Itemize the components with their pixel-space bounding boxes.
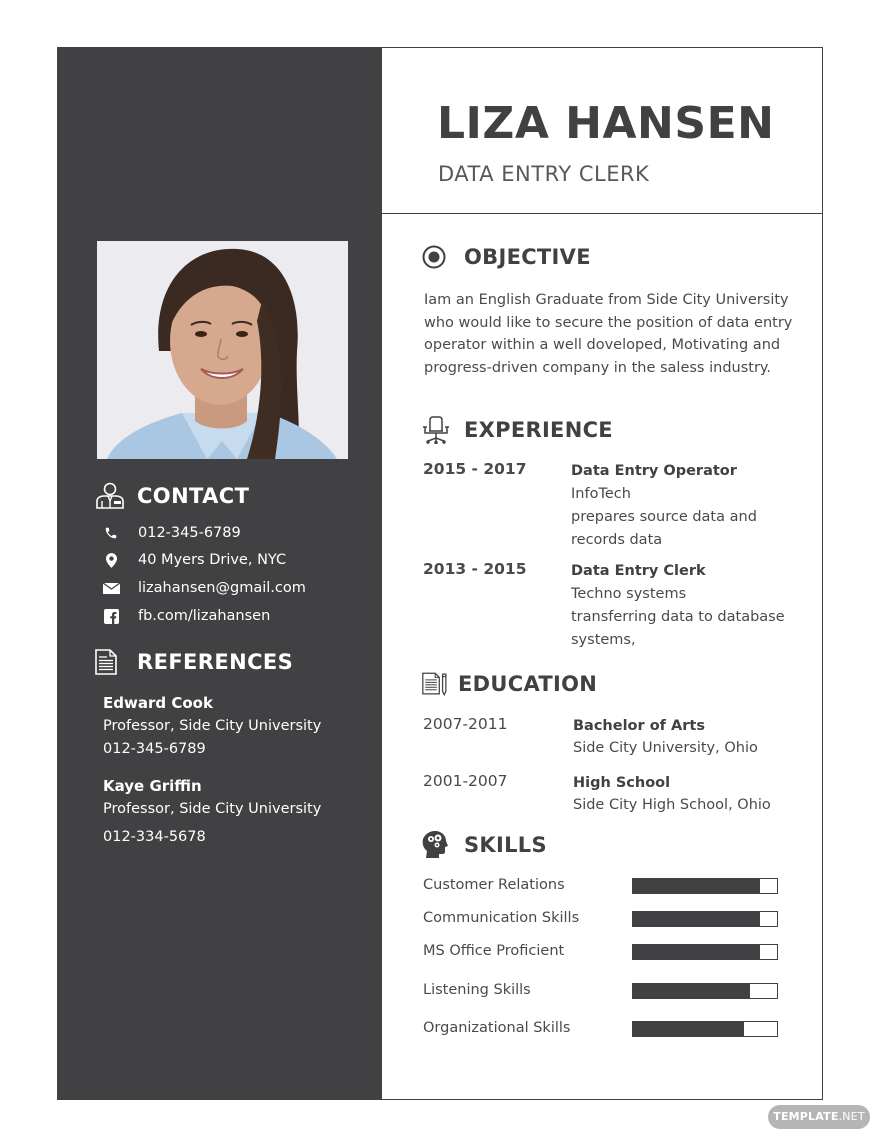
skill-name: Organizational Skills	[423, 1020, 571, 1036]
education-degree: High School	[573, 775, 671, 791]
skill-bar	[632, 944, 778, 960]
skill-row	[423, 980, 781, 1000]
education-heading-label: EDUCATION	[458, 672, 598, 696]
phone-icon	[101, 524, 121, 542]
experience-company: InfoTech	[571, 486, 631, 502]
skill-name: Communication Skills	[423, 910, 580, 926]
experience-role: Data Entry Operator	[571, 463, 737, 479]
objective-text: Iam an English Graduate from Side City University who would like to secure the position of data entry operator within a well doveloped, Motivating and progress-driven company in the saless industry.	[424, 292, 793, 377]
reference-phone: 012-345-6789	[103, 741, 206, 757]
office-chair-icon	[422, 415, 450, 445]
skill-fill	[633, 879, 760, 893]
experience-role: Data Entry Clerk	[571, 563, 706, 579]
education-school: Side City University, Ohio	[573, 740, 758, 756]
education-school: Side City High School, Ohio	[573, 797, 771, 813]
education-years: 2007-2011	[423, 715, 508, 733]
contact-facebook	[101, 607, 270, 625]
experience-description: prepares source data and	[571, 509, 757, 525]
objective-heading	[422, 242, 591, 272]
skills-heading-label: SKILLS	[464, 833, 547, 857]
document-icon	[95, 647, 129, 677]
document-pencil-icon	[422, 669, 450, 699]
portrait-image	[97, 241, 348, 459]
contact-phone-value: 012-345-6789	[138, 525, 241, 541]
objective-heading-label: OBJECTIVE	[464, 245, 591, 269]
skill-fill	[633, 945, 760, 959]
reference-title: Professor, Side City University	[103, 801, 322, 817]
skill-bar	[632, 911, 778, 927]
references-heading	[95, 647, 293, 677]
skill-row	[423, 908, 781, 928]
experience-description: systems,	[571, 632, 636, 648]
skill-bar	[632, 983, 778, 999]
education-details	[573, 715, 803, 759]
watermark-suffix: .NET	[838, 1110, 865, 1123]
contact-address-value: 40 Myers Drive, NYC	[138, 552, 287, 568]
skill-fill	[633, 912, 760, 926]
envelope-icon	[101, 579, 121, 597]
experience-details	[571, 460, 801, 552]
experience-heading	[422, 415, 613, 445]
education-degree: Bachelor of Arts	[573, 718, 705, 734]
location-pin-icon	[101, 551, 121, 569]
experience-details	[571, 560, 801, 652]
skill-bar	[632, 878, 778, 894]
reference-entry	[103, 692, 321, 761]
main-content	[382, 47, 823, 1100]
experience-years: 2013 - 2015	[423, 560, 527, 578]
head-gears-icon	[422, 830, 450, 860]
experience-description: transferring data to database	[571, 609, 785, 625]
experience-company: Techno systems	[571, 586, 687, 602]
reference-name: Edward Cook	[103, 694, 213, 712]
education-heading	[422, 669, 597, 699]
candidate-name: LIZA HANSEN	[437, 98, 775, 149]
reference-title: Professor, Side City University	[103, 718, 322, 734]
experience-description: records data	[571, 532, 663, 548]
skill-name: Listening Skills	[423, 982, 531, 998]
skill-row	[423, 875, 781, 895]
contact-email	[101, 579, 306, 597]
skill-row	[423, 941, 781, 961]
skill-fill	[633, 1022, 744, 1036]
education-details	[573, 772, 803, 816]
skill-row	[423, 1018, 781, 1038]
reference-phone: 012-334-5678	[103, 829, 206, 845]
reference-entry	[103, 775, 321, 849]
contact-email-value[interactable]: lizahansen@gmail.com	[138, 580, 306, 596]
skill-bar	[632, 1021, 778, 1037]
skill-fill	[633, 984, 750, 998]
skill-name: MS Office Proficient	[423, 943, 565, 959]
education-years: 2001-2007	[423, 772, 508, 790]
contact-heading	[95, 481, 249, 511]
skill-name: Customer Relations	[423, 877, 565, 893]
watermark-brand: TEMPLATE	[773, 1110, 839, 1123]
businessperson-icon	[95, 481, 129, 511]
contact-phone	[101, 524, 241, 542]
sidebar	[57, 47, 383, 1100]
profile-photo	[97, 241, 348, 459]
header	[382, 48, 822, 214]
skills-heading	[422, 830, 547, 860]
reference-name: Kaye Griffin	[103, 777, 202, 795]
job-title: DATA ENTRY CLERK	[438, 162, 650, 186]
contact-address	[101, 551, 286, 569]
target-circle-icon	[422, 242, 450, 272]
experience-heading-label: EXPERIENCE	[464, 418, 613, 442]
references-heading-label: REFERENCES	[137, 650, 294, 674]
experience-years: 2015 - 2017	[423, 460, 527, 478]
contact-facebook-value[interactable]: fb.com/lizahansen	[138, 608, 271, 624]
facebook-icon	[101, 607, 121, 625]
template-net-watermark[interactable]	[768, 1105, 870, 1129]
contact-heading-label: CONTACT	[137, 484, 250, 508]
